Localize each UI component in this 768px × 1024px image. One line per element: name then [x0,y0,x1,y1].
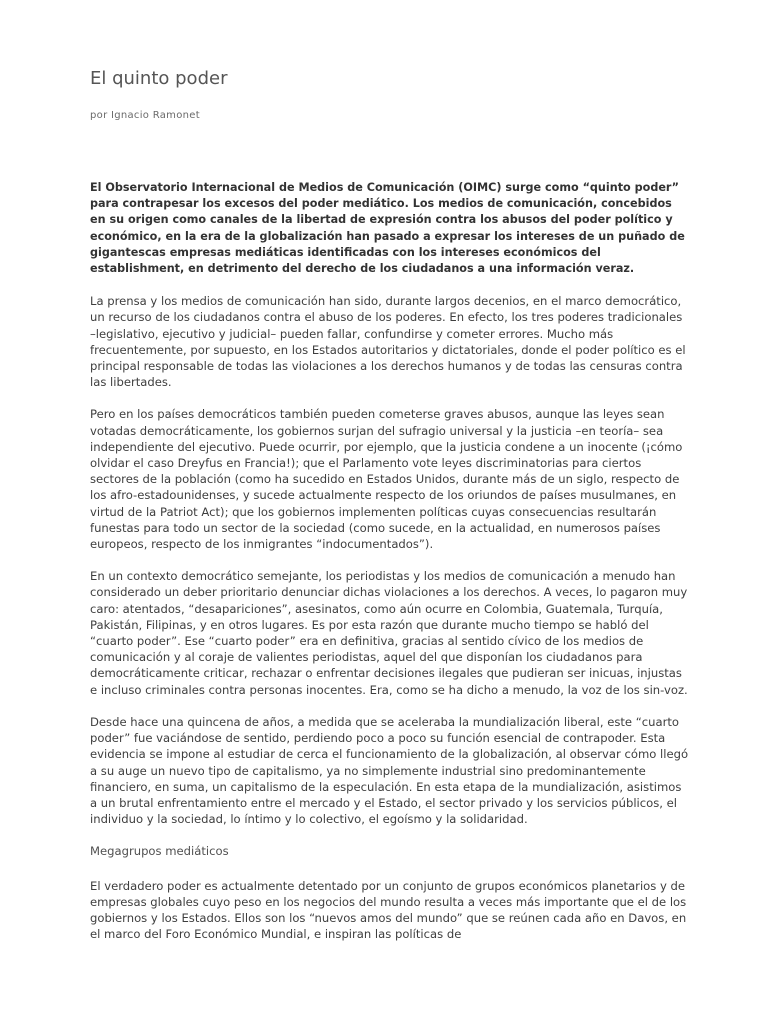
body-paragraph: El verdadero poder es actualmente detentado por un conjunto de grupos económicos planetarios y de empresas globales cuyo peso en los negocios del mundo resulta a veces más importante que el de los gobiernos y los Estados. Ellos son los “nuevos amos del mundo” que se reúnen cada año en Davos, en el marco del Foro Económico Mundial, e inspiran las políticas de [90,878,687,942]
body-paragraph: Pero en los países democráticos también pueden cometerse graves abusos, aunque las leyes sean votadas democráticamente, los gobiernos surjan del sufragio universal y la justicia –en teoría– sea independiente del ejecutivo. Puede ocurrir, por ejemplo, que la justicia condene a un inocente (¡cómo olvidar el caso Dreyfus en Francia!); que el Parlamento vote leyes discriminatorias para ciertos sectores de la población (como ha sucedido en Estados Unidos, durante más de un siglo, respecto de los afro-estadounidenses, y sucede actualmente respecto de los oriundos de países musulmanes, en virtud de la Patriot Act); que los gobiernos implementen políticas cuyas consecuencias resultarán funestas para todo un sector de la sociedad (como sucede, en la actualidad, en numerosos países europeos, respecto de los inmigrantes “indocumentados”). [90,407,683,552]
lead-paragraph: El Observatorio Internacional de Medios de Comunicación (OIMC) surge como “quinto poder” para contrapesar los excesos del poder mediático. Los medios de comunicación, concebidos en su origen como canales de la libertad de expresión contra los abusos del poder político y económico, en la era de la globalización han pasado a expresar los intereses de un puñado de gigantescas empresas mediáticas identificadas con los intereses económicos del establishment, en detrimento del derecho de los ciudadanos a una información veraz. [90,181,685,276]
body-paragraph: La prensa y los medios de comunicación han sido, durante largos decenios, en el marco democrático, un recurso de los ciudadanos contra el abuso de los poderes. En efecto, los tres poderes tradicionales –legislativo, ejecutivo y judicial– pueden fallar, confundirse y cometer errores. Mucho más frecuentemente, por supuesto, en los Estados autoritarios y dictatoriales, donde el poder político es el principal responsable de todas las violaciones a los derechos humanos y de todas las censuras contra las libertades. [90,294,686,390]
body-paragraph: Desde hace una quincena de años, a medida que se aceleraba la mundialización liberal, este “cuarto poder” fue vaciándose de sentido, perdiendo poco a poco su función esencial de contrapoder. Esta evidencia se impone al estudiar de cerca el funcionamiento de la globalización, al observar cómo llegó a su auge un nuevo tipo de capitalismo, ya no simplemente industrial sino predominantemente financiero, en suma, un capitalismo de la especulación. En esta etapa de la mundialización, asistimos a un brutal enfrentamiento entre el mercado y el Estado, el sector privado y los servicios públicos, el individuo y la sociedad, lo íntimo y lo colectivo, el egoísmo y la solidaridad. [90,714,689,827]
document-title: El quinto poder [90,68,228,89]
body-paragraph: En un contexto democrático semejante, los periodistas y los medios de comunicación a menudo han considerado un deber prioritario denunciar dichas violaciones a los derechos. A veces, lo pagaron muy caro: atentados, “desapariciones”, asesinatos, como aún ocurre en Colombia, Guatemala, Turquía, Pakistán, Filipinas, y en otros lugares. Es por esta razón que durante mucho tiempo se habló del “cuarto poder”. Ese “cuarto poder” era en definitiva, gracias al sentido cívico de los medios de comunicación y al coraje de valientes periodistas, aquel del que disponían los ciudadanos para democráticamente criticar, rechazar o enfrentar decisiones ilegales que pudieran ser inicuas, injustas e incluso criminales contra personas inocentes. Era, como se ha dicho a menudo, la voz de los sin-voz. [90,569,688,697]
article-body [90,180,690,958]
section-subheading: Megagrupos mediáticos [90,844,229,859]
author-byline: por Ignacio Ramonet [90,110,200,121]
